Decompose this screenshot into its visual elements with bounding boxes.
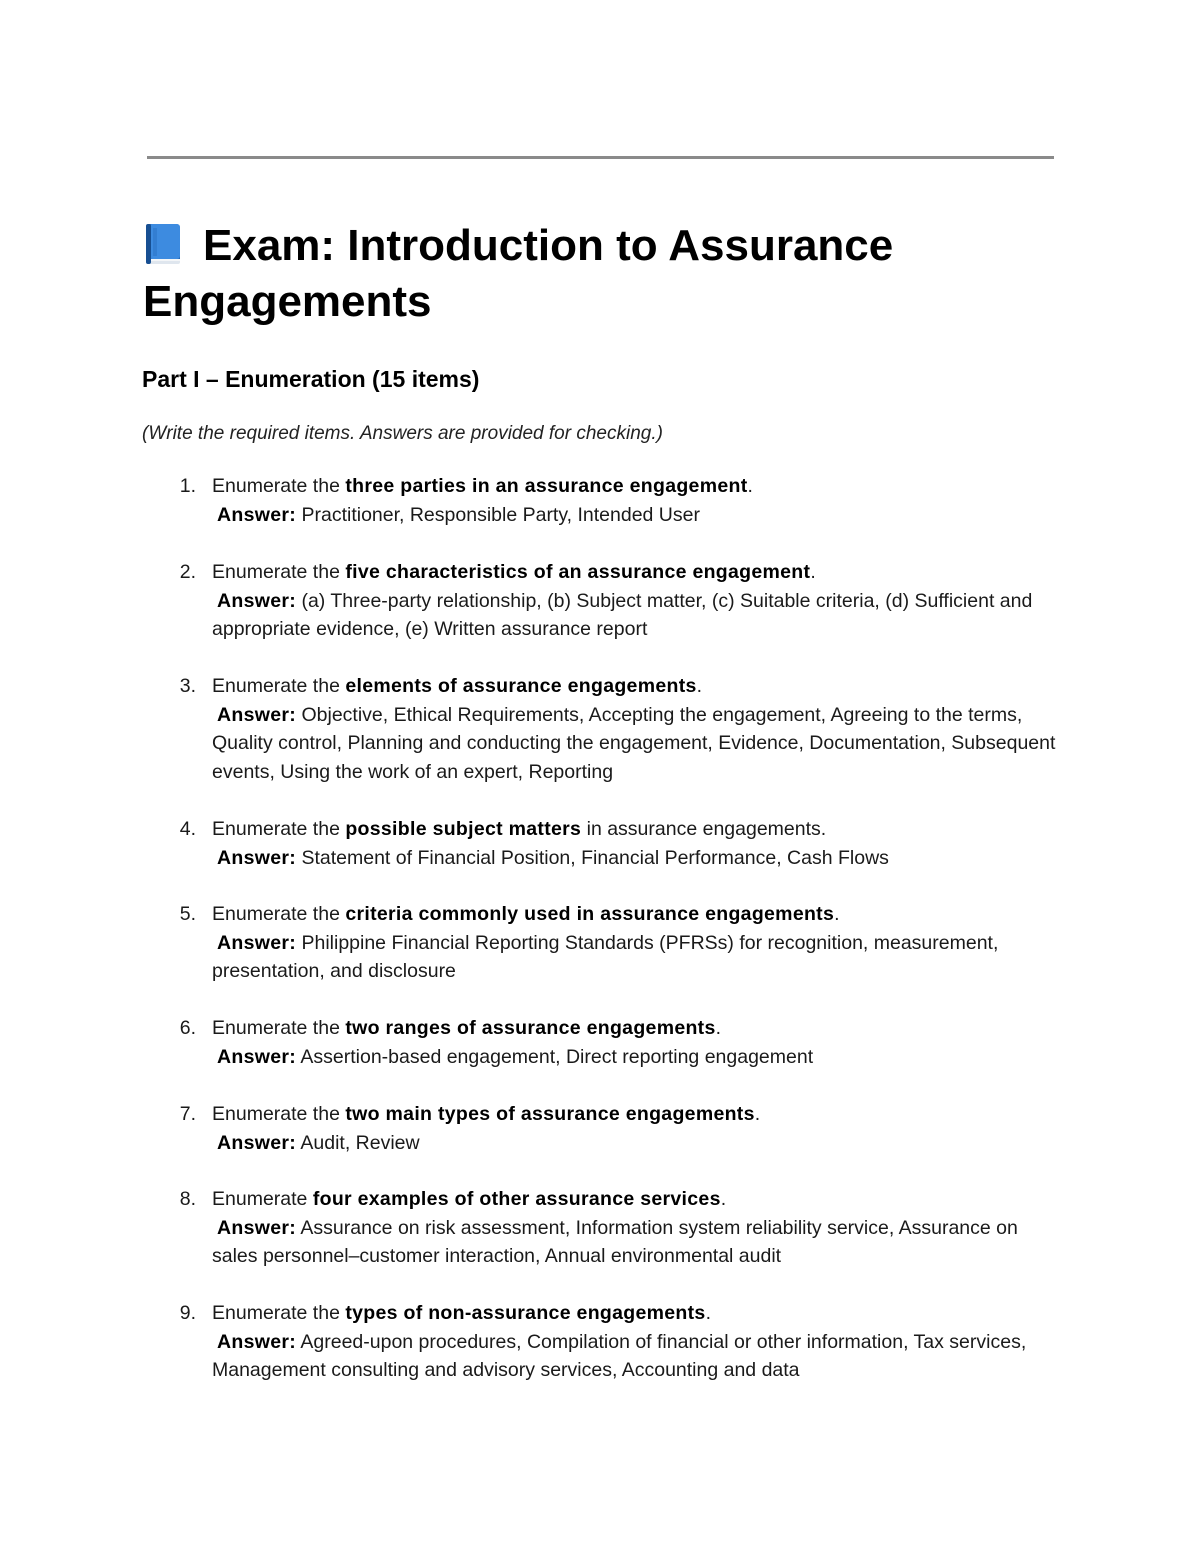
horizontal-rule bbox=[147, 156, 1054, 159]
question-item bbox=[160, 1299, 1060, 1385]
question-item bbox=[160, 900, 1060, 986]
question-keyword: criteria commonly used in assurance engagements bbox=[345, 903, 835, 925]
question-number: 1. bbox=[179, 475, 196, 497]
answer-label: Answer: bbox=[217, 503, 297, 526]
question-text: Enumerate the possible subject matters in assurance engagements. bbox=[212, 818, 827, 840]
question-keyword: possible subject matters bbox=[345, 818, 582, 840]
question-item bbox=[160, 815, 1060, 872]
question-text: Enumerate the elements of assurance engagements. bbox=[212, 675, 703, 697]
question-item bbox=[160, 1014, 1060, 1071]
answer-text: Answer: Practitioner, Responsible Party, Intended User bbox=[217, 503, 700, 526]
question-keyword: types of non-assurance engagements bbox=[345, 1302, 706, 1324]
part-heading: Part I – Enumeration (15 items) bbox=[142, 366, 480, 392]
answer-label: Answer: bbox=[217, 1330, 297, 1353]
question-number: 4. bbox=[179, 818, 196, 840]
answer-text: Answer: Assertion-based engagement, Direct reporting engagement bbox=[217, 1045, 814, 1068]
answer-label: Answer: bbox=[217, 1045, 297, 1068]
answer-text: Answer: Objective, Ethical Requirements, Accepting the engagement, Agreeing to the terms, Quality control, Planning and conducting the engagement, Evidence, Documentation, Subsequent events, Using the work of an expert, Reporting bbox=[212, 703, 1056, 783]
question-item bbox=[160, 472, 1060, 529]
question-number: 2. bbox=[179, 561, 196, 583]
question-text: Enumerate the types of non-assurance engagements. bbox=[212, 1302, 711, 1324]
question-keyword: two main types of assurance engagements bbox=[345, 1103, 755, 1125]
question-number: 9. bbox=[179, 1302, 196, 1324]
answer-label: Answer: bbox=[217, 931, 297, 954]
blue-book-icon bbox=[143, 222, 185, 266]
question-text: Enumerate the five characteristics of an assurance engagement. bbox=[212, 561, 816, 583]
answer-label: Answer: bbox=[217, 1216, 297, 1239]
question-item bbox=[160, 558, 1060, 644]
answer-label: Answer: bbox=[217, 703, 297, 726]
answer-text: Answer: Audit, Review bbox=[217, 1131, 420, 1154]
question-keyword: four examples of other assurance services bbox=[312, 1188, 721, 1210]
question-keyword: three parties in an assurance engagement bbox=[345, 475, 748, 497]
question-number: 3. bbox=[179, 675, 196, 697]
instructions-text: (Write the required items. Answers are provided for checking.) bbox=[142, 423, 663, 444]
question-item bbox=[160, 1100, 1060, 1157]
answer-label: Answer: bbox=[217, 846, 297, 869]
answer-text: Answer: Agreed-upon procedures, Compilation of financial or other information, Tax services, Management consulting and advisory services, Accounting and data bbox=[212, 1330, 1027, 1382]
question-item bbox=[160, 1185, 1060, 1271]
exam-title bbox=[143, 218, 1083, 330]
answer-text: Answer: Philippine Financial Reporting Standards (PFRSs) for recognition, measurement, presentation, and disclosure bbox=[212, 931, 999, 983]
question-number: 5. bbox=[179, 903, 196, 925]
answer-label: Answer: bbox=[217, 1131, 297, 1154]
question-text: Enumerate the two main types of assurance engagements. bbox=[212, 1103, 761, 1125]
question-keyword: five characteristics of an assurance engagement bbox=[345, 561, 811, 583]
question-keyword: elements of assurance engagements bbox=[345, 675, 697, 697]
exam-title-text: Exam: Introduction to Assurance Engagements bbox=[143, 221, 894, 326]
answer-label: Answer: bbox=[217, 589, 297, 612]
answer-text: Answer: Assurance on risk assessment, Information system reliability service, Assurance on sales personnel–customer interaction, Annual environmental audit bbox=[212, 1216, 1018, 1268]
question-item bbox=[160, 672, 1060, 786]
question-keyword: two ranges of assurance engagements bbox=[345, 1017, 716, 1039]
answer-text: Answer: Statement of Financial Position, Financial Performance, Cash Flows bbox=[217, 846, 889, 869]
question-number: 8. bbox=[179, 1188, 196, 1210]
question-number: 6. bbox=[179, 1017, 196, 1039]
question-text: Enumerate the two ranges of assurance engagements. bbox=[212, 1017, 722, 1039]
question-text: Enumerate the criteria commonly used in assurance engagements. bbox=[212, 903, 840, 925]
question-text: Enumerate four examples of other assurance services. bbox=[212, 1188, 727, 1210]
question-text: Enumerate the three parties in an assurance engagement. bbox=[212, 475, 753, 497]
answer-text: Answer: (a) Three-party relationship, (b) Subject matter, (c) Suitable criteria, (d) Sufficient and appropriate evidence, (e) Written assurance report bbox=[212, 589, 1033, 641]
question-number: 7. bbox=[179, 1103, 196, 1125]
